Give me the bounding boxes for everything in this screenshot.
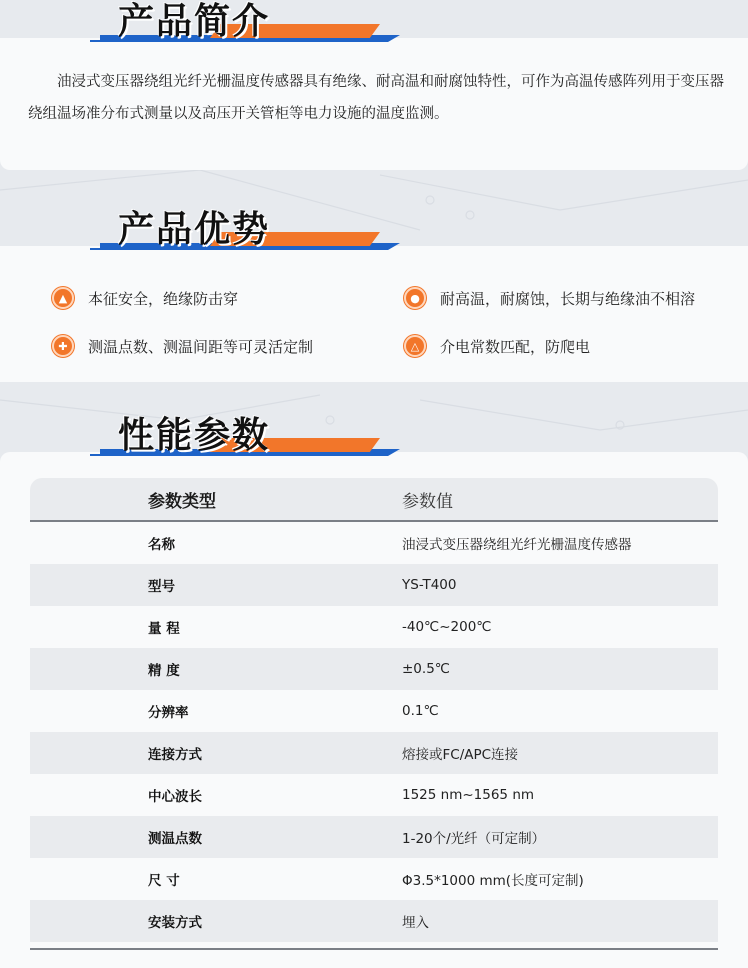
row-value: 埋入: [402, 915, 429, 931]
intro-section-title: [90, 0, 316, 46]
table-body: [30, 522, 718, 942]
table-row: [30, 648, 718, 690]
advantage-item-safety: [52, 287, 238, 309]
table-row: [30, 858, 718, 900]
row-name: 型号: [148, 579, 175, 595]
row-name: 分辨率: [148, 705, 189, 721]
advantage-label: 介电常数匹配，防爬电: [440, 337, 591, 356]
table-row: [30, 564, 718, 606]
triangle-icon: △: [404, 335, 426, 357]
table-row: [30, 732, 718, 774]
row-value: 0.1℃: [402, 703, 439, 719]
row-value: 熔接或FC/APC连接: [402, 747, 519, 763]
row-name: 测温点数: [148, 831, 202, 847]
row-value: 1525 nm~1565 nm: [402, 787, 535, 803]
row-name: 量 程: [148, 621, 180, 637]
advantage-label: 本征安全，绝缘防击穿: [88, 289, 239, 308]
row-name: 名称: [148, 537, 175, 553]
advantages-title-text: 产品优势: [118, 209, 271, 250]
row-value: ±0.5℃: [402, 661, 450, 677]
header-param-value: 参数值: [402, 491, 453, 512]
intro-title-text: 产品简介: [118, 1, 271, 42]
params-table: [30, 478, 718, 942]
params-section-title: [90, 414, 316, 460]
advantage-item-dielectric: [404, 335, 590, 357]
row-name: 安装方式: [148, 915, 202, 931]
gear-icon: ✚: [52, 335, 74, 357]
row-value: 油浸式变压器绕组光纤光栅温度传感器: [402, 537, 632, 553]
table-row: [30, 522, 718, 564]
drop-icon: ●: [404, 287, 426, 309]
table-row: [30, 774, 718, 816]
table-row: [30, 606, 718, 648]
row-value: -40℃~200℃: [402, 619, 492, 635]
row-value: Φ3.5*1000 mm(长度可定制): [402, 873, 584, 889]
table-header: [30, 478, 718, 522]
shield-icon: ▲: [52, 287, 74, 309]
table-row: [30, 900, 718, 942]
advantages-panel: [0, 246, 748, 382]
advantage-label: 耐高温，耐腐蚀，长期与绝缘油不相溶: [440, 289, 696, 308]
header-param-type: 参数类型: [148, 491, 216, 512]
params-title-text: 性能参数: [118, 415, 271, 456]
row-name: 连接方式: [148, 747, 202, 763]
table-row: [30, 816, 718, 858]
advantages-section-title: [90, 208, 316, 254]
advantage-label: 测温点数、测温间距等可灵活定制: [88, 337, 314, 356]
table-row: [30, 690, 718, 732]
row-value: YS-T400: [402, 577, 457, 593]
row-name: 精 度: [148, 663, 180, 679]
table-bottom-rule: [30, 948, 718, 950]
row-value: 1-20个/光纤（可定制）: [402, 831, 546, 847]
advantage-item-custom: [52, 335, 313, 357]
advantage-item-heat: [404, 287, 695, 309]
row-name: 尺 寸: [148, 873, 180, 889]
intro-paragraph: 油浸式变压器绕组光纤光栅温度传感器具有绝缘、耐高温和耐腐蚀特性，可作为高温传感阵列用于变压器绕组温场准分布式测量以及高压开关管柜等电力设施的温度监测。: [28, 74, 724, 122]
row-name: 中心波长: [148, 789, 202, 805]
